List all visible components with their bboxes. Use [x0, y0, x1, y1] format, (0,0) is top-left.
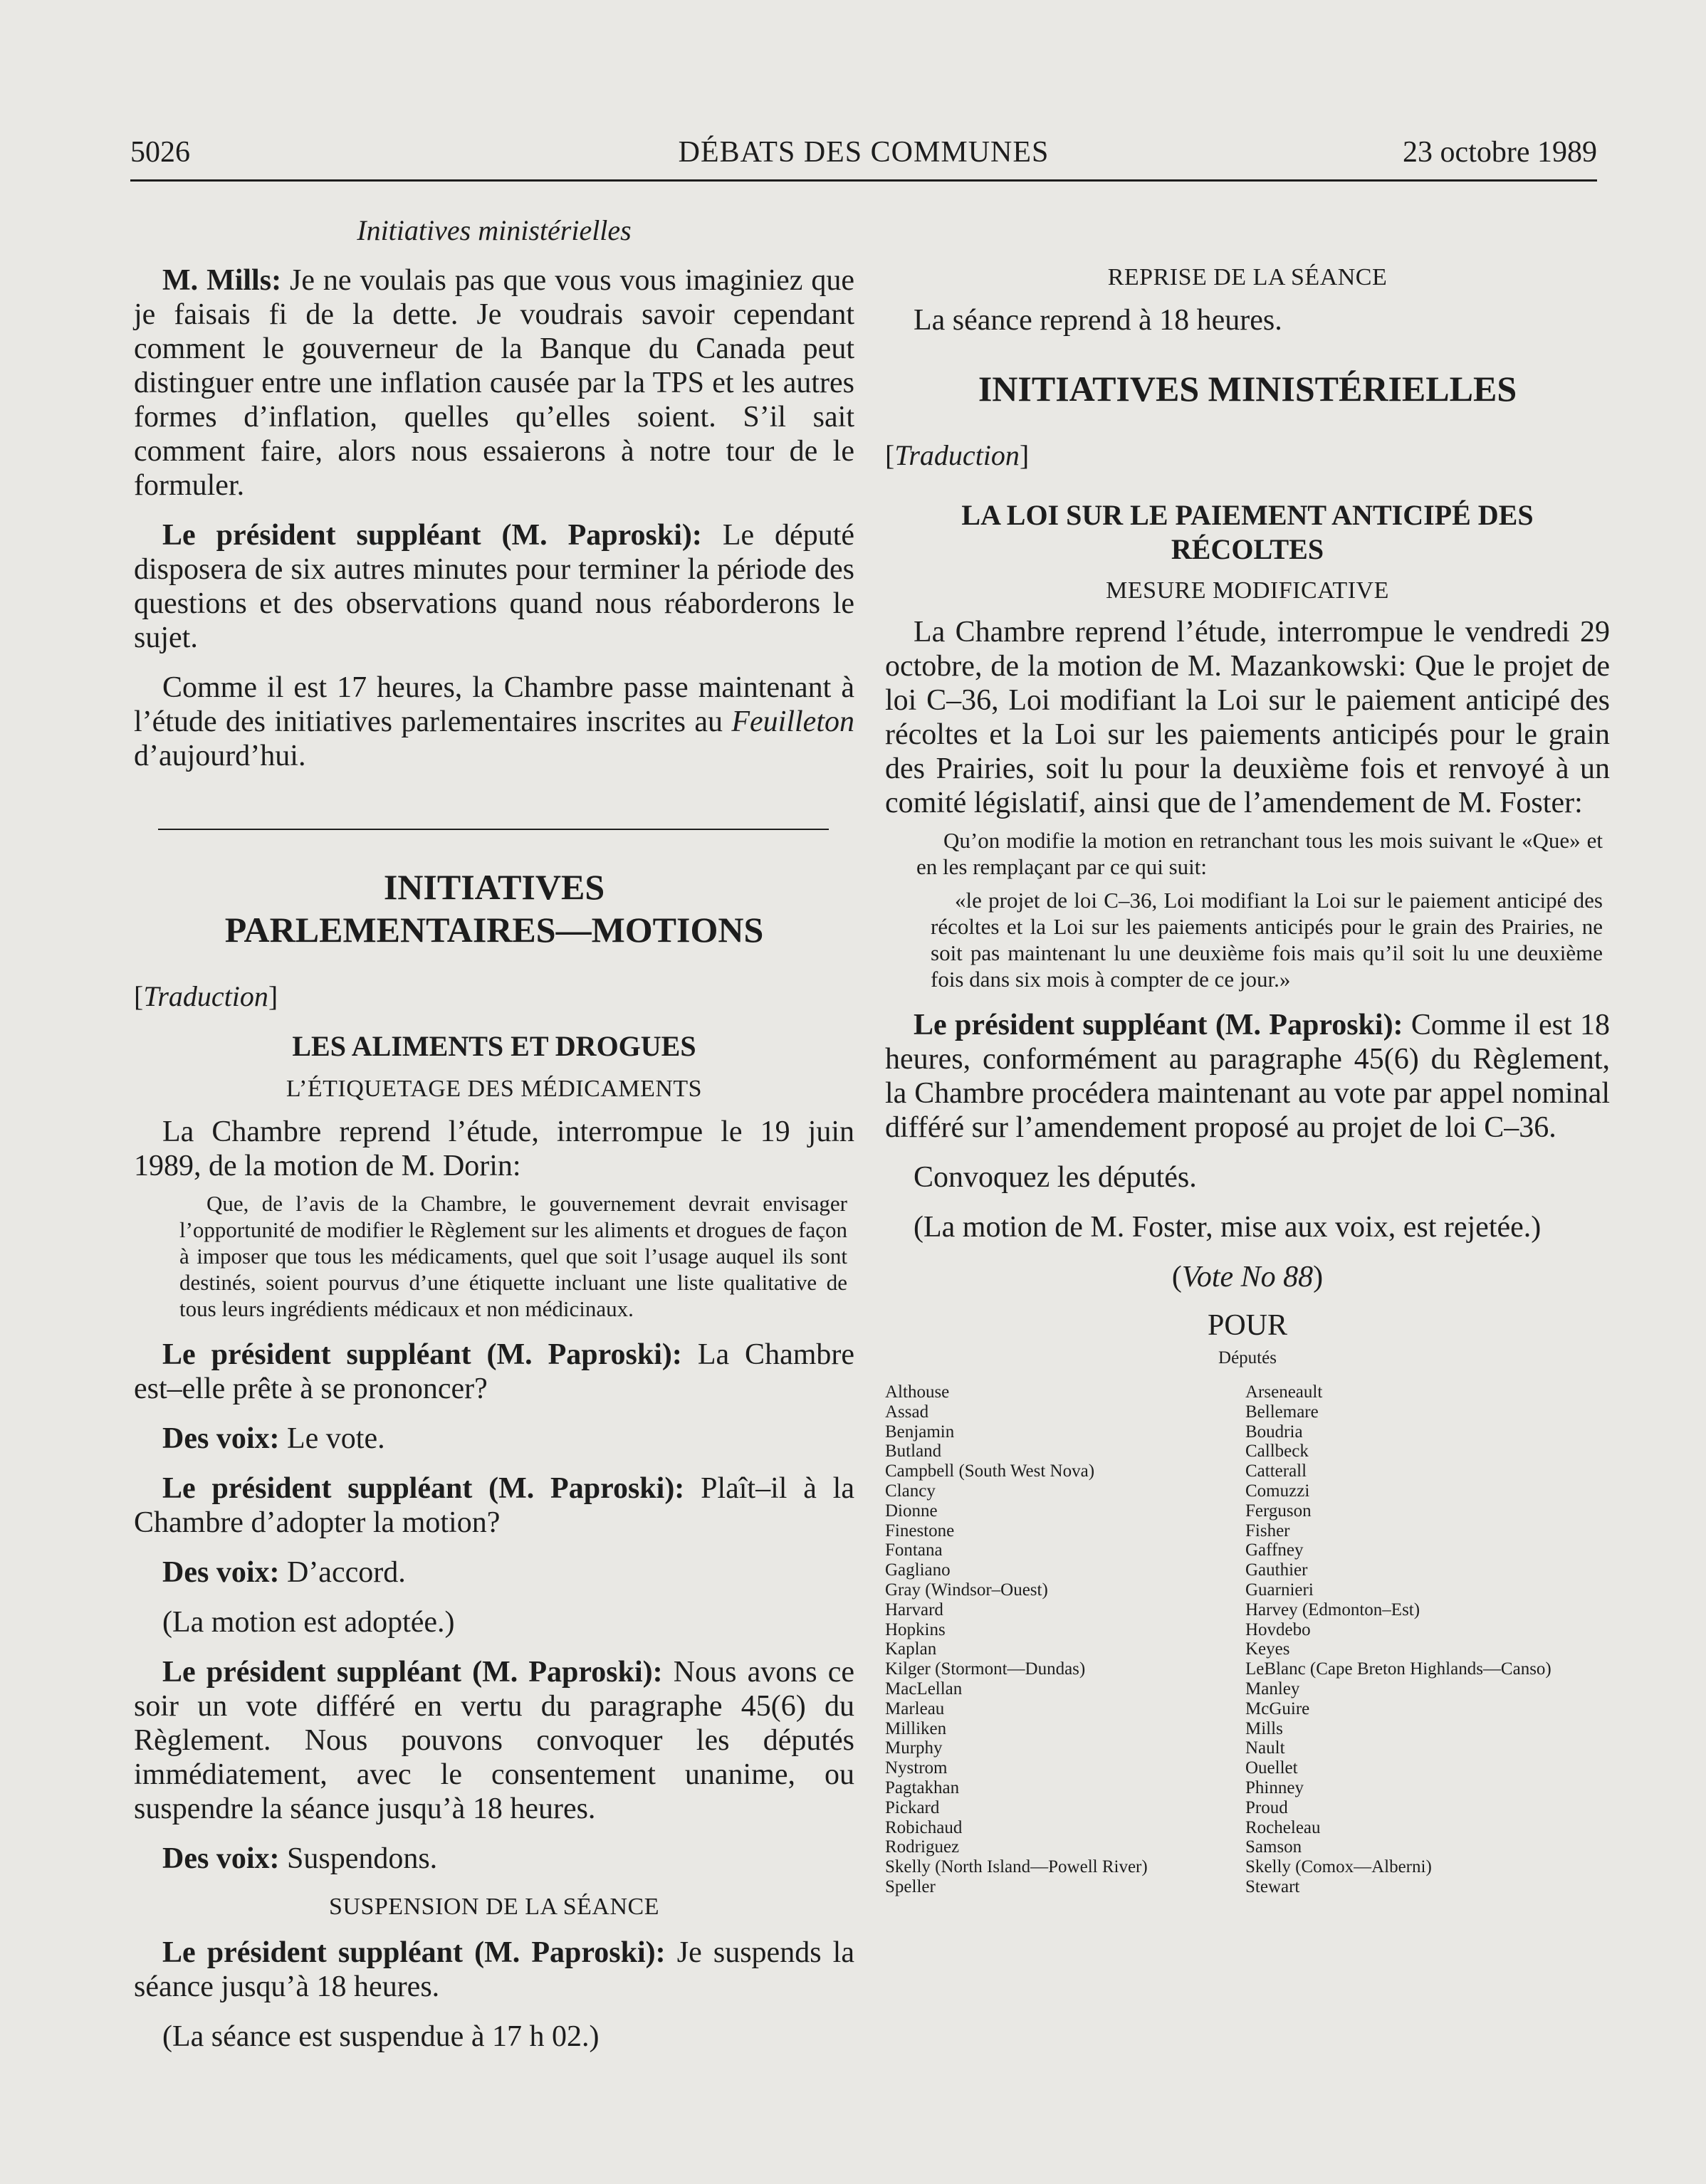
- amendment-quote: Qu’on modifie la motion en retranchant tous les mois suivant le «Que» et en les remplaçant par ce qui suit:: [916, 828, 1603, 879]
- member-name: Kilger (Stormont—Dundas): [885, 1659, 1086, 1679]
- member-name: Arseneault: [1245, 1382, 1323, 1402]
- speaker-name: Le président suppléant (M. Paproski):: [162, 1936, 666, 1969]
- text-italic: Feuilleton: [731, 705, 854, 738]
- deputes-label: Députés: [1218, 1348, 1277, 1367]
- paragraph-voix-2: [134, 1555, 854, 1590]
- member-name: Skelly (North Island—Powell River): [885, 1857, 1148, 1877]
- paragraph-adoptee: (La motion est adoptée.): [162, 1606, 455, 1639]
- member-name: Fontana: [885, 1540, 943, 1560]
- member-name: Rocheleau: [1245, 1817, 1321, 1837]
- paragraph-president-1: [134, 518, 854, 655]
- names-column-2: [1245, 1382, 1551, 1897]
- speaker-name: M. Mills:: [162, 264, 282, 297]
- right-column: [885, 262, 1610, 1897]
- heading-initiatives-ministerielles: INITIATIVES MINISTÉRIELLES: [978, 369, 1517, 409]
- member-name: Campbell (South West Nova): [885, 1461, 1095, 1481]
- member-name: Boudria: [1245, 1422, 1303, 1442]
- suspension-heading: SUSPENSION DE LA SÉANCE: [329, 1894, 659, 1920]
- member-name: Nault: [1245, 1738, 1285, 1758]
- subsubject-heading: L’ÉTIQUETAGE DES MÉDICAMENTS: [286, 1076, 703, 1102]
- member-name: Fisher: [1245, 1521, 1290, 1540]
- member-name: Harvard: [885, 1600, 943, 1619]
- member-name: Assad: [885, 1402, 929, 1422]
- member-name: Hovdebo: [1245, 1619, 1311, 1639]
- paragraph-suspendue: (La séance est suspendue à 17 h 02.): [162, 2020, 600, 2053]
- text-segment: d’aujourd’hui.: [134, 740, 306, 772]
- member-name: Kaplan: [885, 1639, 937, 1659]
- member-name: Robichaud: [885, 1817, 963, 1837]
- paragraph-president-3: [134, 1471, 854, 1540]
- member-name: Skelly (Comox—Alberni): [1245, 1857, 1432, 1877]
- member-name: Mills: [1245, 1718, 1283, 1738]
- speech-text: Comme il est 18 heures, conformément au paragraphe 45(6) du Règlement, la Chambre procédera maintenant au vote par appel nominal différé sur l’amendement proposé au projet de loi C–36.: [885, 1009, 1610, 1144]
- speaker-name: Le président suppléant (M. Paproski):: [162, 1338, 682, 1371]
- member-name: Gauthier: [1245, 1560, 1308, 1580]
- reprise-heading: REPRISE DE LA SÉANCE: [1107, 264, 1388, 290]
- speech-text: Je ne voulais pas que vous vous imaginiez que je faisais fi de la dette. Je voudrais savoir cependant comment le gouverneur de la Banque du Canada peut distinguer entre une inflation causée par la TPS et les autres formes d’inflation, quelles qu’elles soient. S’il sait comment faire, alors nous essaierons à notre tour de le formuler.: [134, 264, 854, 502]
- member-name: Butland: [885, 1442, 942, 1461]
- text-segment: Comme il est 17 heures, la Chambre passe maintenant à l’étude des initiatives parlementaires inscrites au: [134, 671, 854, 738]
- speech-text: Nous avons ce soir un vote différé en vertu du paragraphe 45(6) du Règlement. Nous pouvons convoquer les députés immédiatement, avec le consentement unanime, ou suspendre la séance jusqu’à 18 heures.: [134, 1656, 854, 1825]
- member-name: Milliken: [885, 1718, 947, 1738]
- member-name: Catterall: [1245, 1461, 1307, 1481]
- member-name: Guarnieri: [1245, 1580, 1314, 1600]
- member-name: Clancy: [885, 1481, 936, 1501]
- speech-text: D’accord.: [279, 1556, 406, 1589]
- speech-text: Le vote.: [279, 1422, 385, 1455]
- vote-label: (Vote No 88): [1171, 1261, 1324, 1293]
- member-name: Manley: [1245, 1679, 1300, 1699]
- paragraph-rejetee: (La motion de M. Foster, mise aux voix, est rejetée.): [914, 1211, 1542, 1244]
- member-name: Harvey (Edmonton–Est): [1245, 1600, 1420, 1619]
- member-name: Gagliano: [885, 1560, 951, 1580]
- paragraph-reprend: La Chambre reprend l’étude, interrompue le 19 juin 1989, de la motion de M. Dorin:: [134, 1115, 854, 1182]
- member-name: MacLellan: [885, 1679, 963, 1699]
- speaker-name: Le président suppléant (M. Paproski):: [162, 1656, 663, 1689]
- heading-initiatives: INITIATIVES: [383, 867, 605, 907]
- amendment-text-quote: «le projet de loi C–36, Loi modifiant la Loi sur le paiement anticipé des récoltes et la Loi sur les paiements anticipés pour le grain des Prairies, ne soit pas maintenant lu une deuxième fois mais qu’il soit lu une deuxième fois dans six mois à compter de ce jour.»: [931, 888, 1603, 992]
- vote-number: Vote No 88: [1181, 1261, 1314, 1293]
- member-name: Pickard: [885, 1797, 940, 1817]
- paragraph-mills: [134, 263, 854, 503]
- publication-title: DÉBATS DES COMMUNES: [678, 136, 1050, 169]
- paragraph-17-heures: [134, 671, 854, 773]
- page-number: 5026: [130, 136, 190, 169]
- speech-text: Le député disposera de six autres minutes pour terminer la période des questions et des observations quand nous réaborderons le sujet.: [134, 519, 855, 654]
- speaker-name: Des voix:: [162, 1422, 280, 1455]
- member-name: Pagtakhan: [885, 1778, 960, 1797]
- member-name: Gray (Windsor–Ouest): [885, 1580, 1048, 1600]
- traduction-text: Traduction: [894, 439, 1020, 471]
- subject-heading: LA LOI SUR LE PAIEMENT ANTICIPÉ DES RÉCOLTES: [961, 499, 1534, 565]
- page-header: [130, 135, 1597, 178]
- publication-date: 23 octobre 1989: [1403, 136, 1597, 169]
- member-name: Samson: [1245, 1837, 1302, 1857]
- member-name: Ouellet: [1245, 1758, 1298, 1778]
- member-name: Ferguson: [1245, 1501, 1312, 1521]
- member-name: Hopkins: [885, 1619, 946, 1639]
- speaker-name: Le président suppléant (M. Paproski):: [914, 1009, 1403, 1041]
- member-name: Bellemare: [1245, 1402, 1319, 1422]
- paragraph-president-5: [134, 1936, 854, 2004]
- member-name: Stewart: [1245, 1876, 1300, 1896]
- paragraph-mazankowski: La Chambre reprend l’étude, interrompue le vendredi 29 octobre, de la motion de M. Mazankowski: Que le projet de loi C–36, Loi modifiant la Loi sur le paiement anticipé des récoltes et la Loi sur les paiements anticipés pour le grain des Prairies, soit lu pour la deuxième fois et renvoyé à un comité législatif, ainsi que de l’amendement de M. Foster:: [885, 616, 1610, 819]
- member-name: Gaffney: [1245, 1540, 1304, 1560]
- member-name: Phinney: [1245, 1778, 1304, 1797]
- member-name: Murphy: [885, 1738, 943, 1758]
- speech-text: Je suspends la séance jusqu’à 18 heures.: [134, 1936, 854, 2003]
- member-name: McGuire: [1245, 1699, 1310, 1718]
- speaker-name: Des voix:: [162, 1556, 280, 1589]
- paragraph-president-2: [134, 1338, 854, 1406]
- speaker-name: Le président suppléant (M. Paproski):: [162, 519, 702, 552]
- speaker-name: Des voix:: [162, 1842, 280, 1875]
- heading-parlementaires: PARLEMENTAIRES—MOTIONS: [224, 910, 764, 950]
- paragraph-president-6: [885, 1008, 1610, 1145]
- member-name: Comuzzi: [1245, 1481, 1310, 1501]
- member-name: Proud: [1245, 1797, 1288, 1817]
- subsubject-heading: MESURE MODIFICATIVE: [1106, 577, 1389, 604]
- member-name: Marleau: [885, 1699, 945, 1718]
- speech-text: Suspendons.: [279, 1842, 438, 1875]
- section-header: Initiatives ministérielles: [357, 214, 632, 246]
- member-name: Benjamin: [885, 1422, 955, 1442]
- pour-heading: POUR: [1207, 1309, 1288, 1342]
- subject-heading: LES ALIMENTS ET DROGUES: [292, 1030, 696, 1062]
- member-name: Keyes: [1245, 1639, 1290, 1659]
- member-name: Speller: [885, 1876, 936, 1896]
- paragraph-voix-1: [134, 1422, 854, 1456]
- paragraph-president-4: [134, 1655, 854, 1826]
- member-name: Finestone: [885, 1521, 955, 1540]
- paragraph-reprend-18h: La séance reprend à 18 heures.: [914, 304, 1282, 337]
- member-name: Dionne: [885, 1501, 938, 1521]
- paragraph-voix-3: [134, 1842, 854, 1876]
- left-column: [134, 214, 854, 2054]
- paragraph-convoquez: Convoquez les députés.: [914, 1161, 1197, 1194]
- section-divider: [158, 829, 829, 830]
- speaker-name: Le président suppléant (M. Paproski):: [162, 1472, 685, 1505]
- member-name: Nystrom: [885, 1758, 948, 1778]
- traduction-label: [Traduction]: [134, 980, 278, 1012]
- motion-quote: Que, de l’avis de la Chambre, le gouvernement devrait envisager l’opportunité de modifier le Règlement sur les aliments et drogues de façon à imposer que tous les médicaments, quel que soit l’usage auquel ils sont destinés, soient pourvus d’une étiquette incluant une liste qualitative de tous leurs ingrédients médicaux et non médicinaux.: [179, 1191, 847, 1321]
- member-name: Rodriguez: [885, 1837, 960, 1857]
- names-column-1: [885, 1382, 1245, 1897]
- speech-text: Plaît–il à la Chambre d’adopter la motion?: [134, 1472, 854, 1539]
- member-name: Althouse: [885, 1382, 950, 1402]
- traduction-label: [Traduction]: [885, 439, 1030, 471]
- header-rule: [130, 179, 1597, 182]
- traduction-text: Traduction: [143, 980, 268, 1012]
- member-name: Callbeck: [1245, 1442, 1309, 1461]
- vote-names-list: [885, 1382, 1610, 1897]
- member-name: LeBlanc (Cape Breton Highlands—Canso): [1245, 1659, 1551, 1679]
- speech-text: La Chambre est–elle prête à se prononcer?: [134, 1338, 855, 1405]
